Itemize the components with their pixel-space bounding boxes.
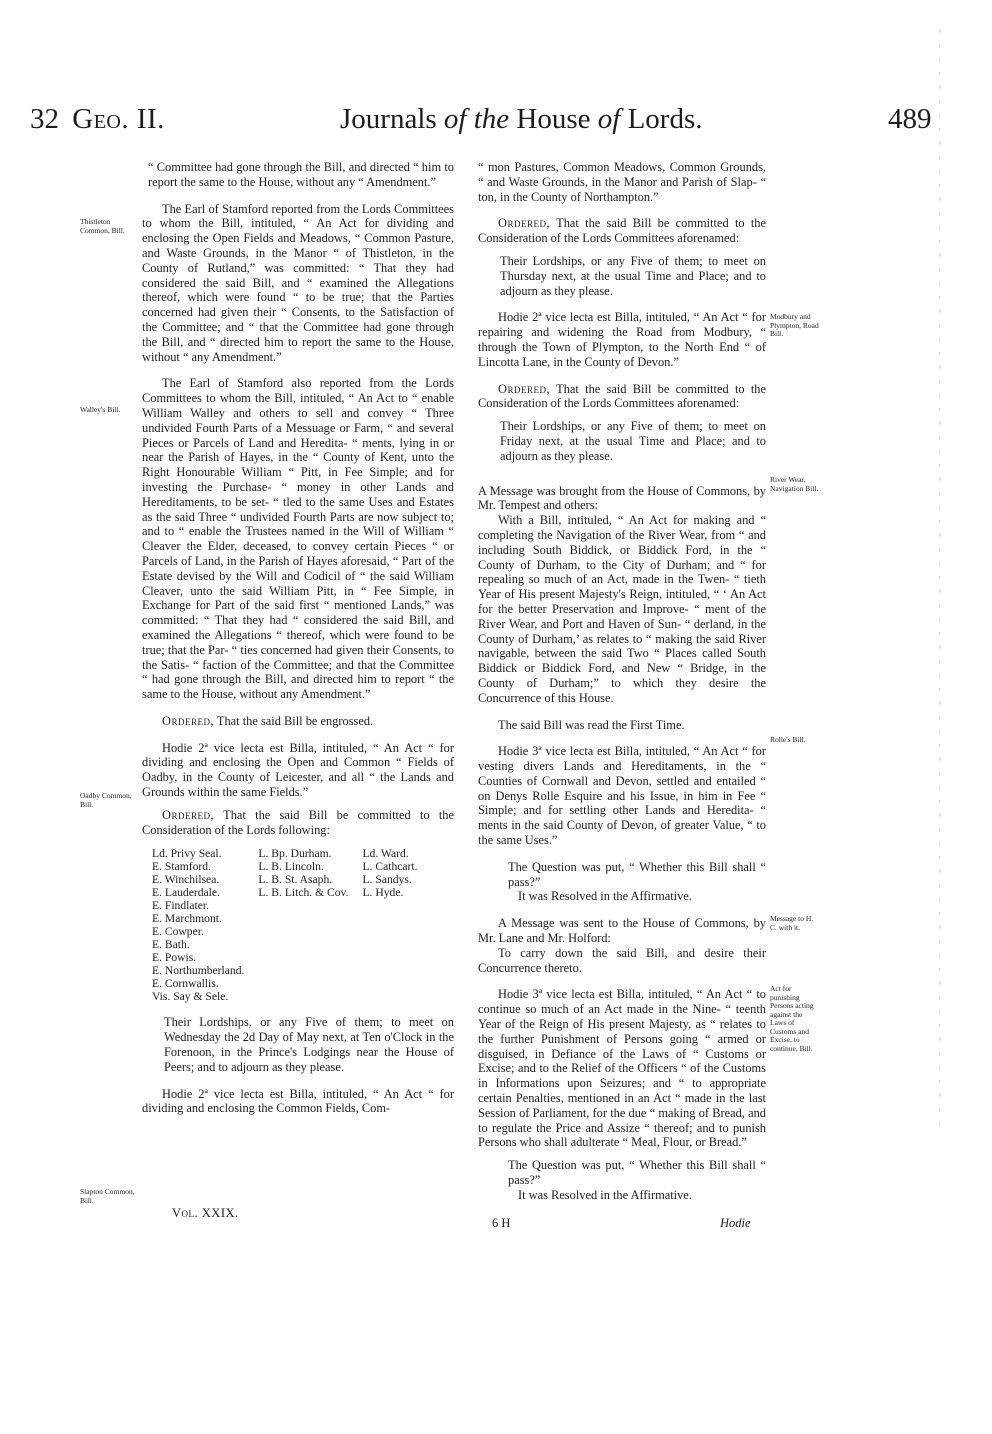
left-ordered-committed (142, 808, 454, 838)
lord-name: E. Bath. (152, 938, 190, 952)
left-p6: Their Lordships, or any Five of them; to meet on Wednesday the 2d Day of May next, at Ten o'Clock in the Forenoon, in the Prince's Lodgings near the House of Peers; and to adjourn as they please. (164, 1015, 454, 1074)
signature-mark: 6 H (492, 1216, 511, 1230)
ordered-label: Ordered, (162, 807, 215, 822)
lord-name: Vis. Say & Sele. (152, 990, 229, 1004)
right-p1: That the said Bill be committed to the Consideration of the Lords Committees aforenamed: (478, 216, 767, 246)
left-p7: Hodie 2ª vice lecta est Billa, intituled, “ An Act “ for dividing and enclosing the Common Fields, Com- (142, 1086, 454, 1116)
header-year (30, 98, 165, 140)
left-p3: That the said Bill be engrossed. (216, 713, 374, 728)
lord-name: E. Northumberland. (152, 964, 245, 978)
right-p12: A Message was sent to the House of Commons, by Mr. Lane and Mr. Holford: (478, 916, 766, 946)
lord-name: E. Cornwallis. (152, 977, 219, 991)
title-house: House (516, 103, 598, 135)
page-number: 489 (888, 103, 932, 135)
right-p5: Their Lordships, or any Five of them; to meet on Friday next, at the usual Time and Place; and to adjourn as they please. (500, 419, 766, 463)
lord-name: E. Cowper. (152, 925, 204, 939)
lords-list (142, 847, 454, 1003)
margin-note-river-wear: River Wear, Navigation Bill. (770, 475, 819, 493)
lords-column-1 (152, 847, 244, 1003)
margin-note-thistleton: Thistleton Common, Bill. (80, 217, 125, 235)
lord-name: E. Lauderdale. (152, 886, 220, 900)
right-ordered-2 (478, 382, 766, 412)
year: 32 (30, 103, 59, 135)
lords-column-3 (362, 847, 417, 1003)
lords-column-2 (258, 847, 348, 1003)
reign: Geo. II. (72, 103, 165, 135)
ordered-label: Ordered, (498, 381, 551, 396)
title-lords: Lords. (627, 103, 703, 135)
margin-note-walley: Walley's Bill. (80, 405, 121, 414)
lord-name: L. Hyde. (362, 886, 404, 900)
lord-name: L. Cathcart. (362, 860, 418, 874)
lord-name: E. Winchilsea. (152, 873, 220, 887)
lord-name: E. Marchmont. (152, 912, 222, 926)
right-column (478, 160, 766, 1203)
margin-rule (939, 30, 940, 1130)
running-title (340, 98, 703, 140)
title-journals: Journals (340, 103, 444, 135)
margin-note-modbury: Modbury and Plympton, Road Bill. (770, 312, 819, 338)
right-p3: Hodie 2ª vice lecta est Billa, intituled, “ An Act “ for repairing and widening the Road from Modbury, “ through the Town of Plympton, to the North End “ of Lincotta Lane, in the County of Devon.” (478, 310, 766, 369)
right-p11: It was Resolved in the Affirmative. (518, 889, 692, 904)
right-p13: To carry down the said Bill, and desire their Concurrence thereto. (478, 945, 766, 975)
left-ordered-engrossed (142, 714, 454, 729)
volume-footer: Vol. XXIX. (172, 1206, 239, 1220)
right-p8: The said Bill was read the First Time. (498, 717, 685, 732)
margin-note-oadby: Oadby Common, Bill. (80, 791, 132, 809)
right-p4: That the said Bill be committed to the Consideration of the Lords Committees aforenamed: (478, 381, 767, 411)
right-p7: With a Bill, intituled, “ An Act for making and “ completing the Navigation of the River Wear, from “ and including South Biddick, or Biddick Ford, in the “ County of Durham, to the City of Durham; and “ for repealing so much of an Act, made in the Twen- “ tieth Year of His present Majesty's Reign, intituled, “ ‘ An Act for the better Preservation and Improve- “ ment of the River Wear, and Port and Haven of Sun- “ derland, in the County of Durham,’ as relates to “ making the said River navigable, between the said Two “ Places called South Biddick or Biddick Ford, and New “ Bridge, in the County of Durham;” to which they desire the Concurrence of this House. (478, 513, 766, 705)
left-p0: “ Committee had gone through the Bill, and directed “ him to report the same to the House, without any “ Amendment.” (148, 160, 454, 189)
lord-name: E. Findlater. (152, 899, 209, 913)
right-p6: A Message was brought from the House of Commons, by Mr. Tempest and others: (478, 483, 766, 513)
left-column (142, 160, 454, 1116)
left-p5: That the said Bill be committed to the Consideration of the Lords following: (142, 807, 455, 837)
ordered-label: Ordered, (498, 216, 551, 231)
right-p0: “ mon Pastures, Common Meadows, Common Grounds, “ and Waste Grounds, in the Manor and Parish of Slap- “ ton, in the County of Northampton.” (478, 160, 766, 204)
lord-name: L. B. Lincoln. (258, 860, 324, 874)
right-p10: The Question was put, “ Whether this Bill shall “ pass?” (508, 859, 766, 889)
margin-note-message: Message to H. C. with it. (770, 914, 814, 932)
left-p1: The Earl of Stamford reported from the Lords Committees to whom the Bill, intituled, “ An Act for dividing and enclosing the Open Fields and Meadows, “ Common Pasture, and Waste Grounds, in the Manor “ of Thistleton, in the County of Rutland,” was committed: “ That they had considered the said Bill, and “ examined the Allegations thereof, which were found “ to be true; that the Parties concerned had given their “ Consents, to the Satisfaction of the Committee; and “ that the Committee had gone through the Bill, and “ directed him to report the same to the House, without “ any Amendment.” (142, 201, 454, 364)
catchword: Hodie (720, 1216, 751, 1230)
margin-note-customs-act: Act for punishing Persons acting against the Laws of Customs and Excise, to continue, Bill. (770, 984, 814, 1053)
margin-note-slapton: Slapton Common, Bill. (80, 1187, 135, 1205)
left-p4: Hodie 2ª vice lecta est Billa, intituled, “ An Act “ for dividing and enclosing the Open and Common “ Fields of Oadby, in the County of Leicester, and all “ the Lands and Grounds within the same Fields.” (142, 740, 454, 800)
lord-name: L. B. St. Asaph. (258, 873, 333, 887)
lord-name: E. Stamford. (152, 860, 211, 874)
lord-name: L. Bp. Durham. (258, 847, 332, 861)
lord-name: Ld. Ward. (362, 847, 409, 861)
right-p16: It was Resolved in the Affirmative. (518, 1187, 692, 1202)
lord-name: Ld. Privy Seal. (152, 847, 222, 861)
margin-note-rolle: Rolle's Bill. (770, 735, 806, 744)
right-p15: The Question was put, “ Whether this Bill shall “ pass?” (508, 1158, 766, 1188)
lord-name: L. B. Litch. & Cov. (258, 886, 349, 900)
right-ordered-1 (478, 216, 766, 246)
lord-name: L. Sandys. (362, 873, 412, 887)
right-p2: Their Lordships, or any Five of them; to meet on Thursday next, at the usual Time and Place; and to adjourn as they please. (500, 253, 766, 298)
left-p2: The Earl of Stamford also reported from the Lords Committees to whom the Bill, intituled, “ An Act to “ enable William Walley and others to sell and convey “ Three undivided Fourth Parts of a Messuage or Farm, “ and several Pieces or Parcels of Land and Heredita- “ ments, lying in or near the Parish of Hayes, in the “ County of Kent, unto the Right Honourable William “ Pitt, in Fee Simple; and for investing the Purchase- “ money in other Lands and Hereditaments, to be set- “ tled to the same Uses and Estates as the said Three “ undivided Fourth Parts are now subject to; and to “ enable the Trustees named in the Will of William “ Cleaver the Elder, deceased, to convey certain Pieces “ or Parcels of Land, in the Parish of Hayes aforesaid, “ Part of the Estate devised by the Will and Codicil of “ the said William Cleaver, unto the said William Pitt, in “ Fee Simple, in Exchange for Part of the said first “ mentioned Lands,” was committed: “ That they had “ considered the said Bill, and examined the Allegations “ thereof, which were found to be true; that the Par- “ ties concerned had given their Consents, to the Satis- “ faction of the Committee; and that the Committee “ had gone through the Bill, and directed him to report “ the same to the House, without any Amendment.” (142, 376, 454, 702)
right-p14: Hodie 3ª vice lecta est Billa, intituled, “ An Act “ to continue so much of an Act made in the Nine- “ teenth Year of the Reign of His present Majesty, as “ relates to the further Punishment of Persons going “ armed or disguised, in Defiance of the Laws of “ Customs or Excise; and to the Relief of the Officers “ of the Customs in Informations upon Seizures; and “ to appropriate certain Penalties, mentioned in an Act “ made in the last Session of Parliament, for the due “ making of Bread, and to regulate the Price and Assize “ thereof; and to punish Persons who shall adulterate “ Meal, Flour, or Bread.” (478, 987, 766, 1150)
lord-name: E. Powis. (152, 951, 197, 965)
right-p9: Hodie 3ª vice lecta est Billa, intituled, “ An Act “ for vesting divers Lands and Hereditaments, in the “ Counties of Cornwall and Devon, settled and entailed “ on Denys Rolle Esquire and his Issue, in him in Fee “ Simple; and for settling other Lands and Heredita- “ ments in the said County of Devon, of greater Value, “ to the same Uses.” (478, 744, 766, 848)
title-of: of (597, 103, 628, 135)
ordered-label: Ordered, (162, 713, 215, 728)
title-of-the: of the (443, 103, 517, 135)
